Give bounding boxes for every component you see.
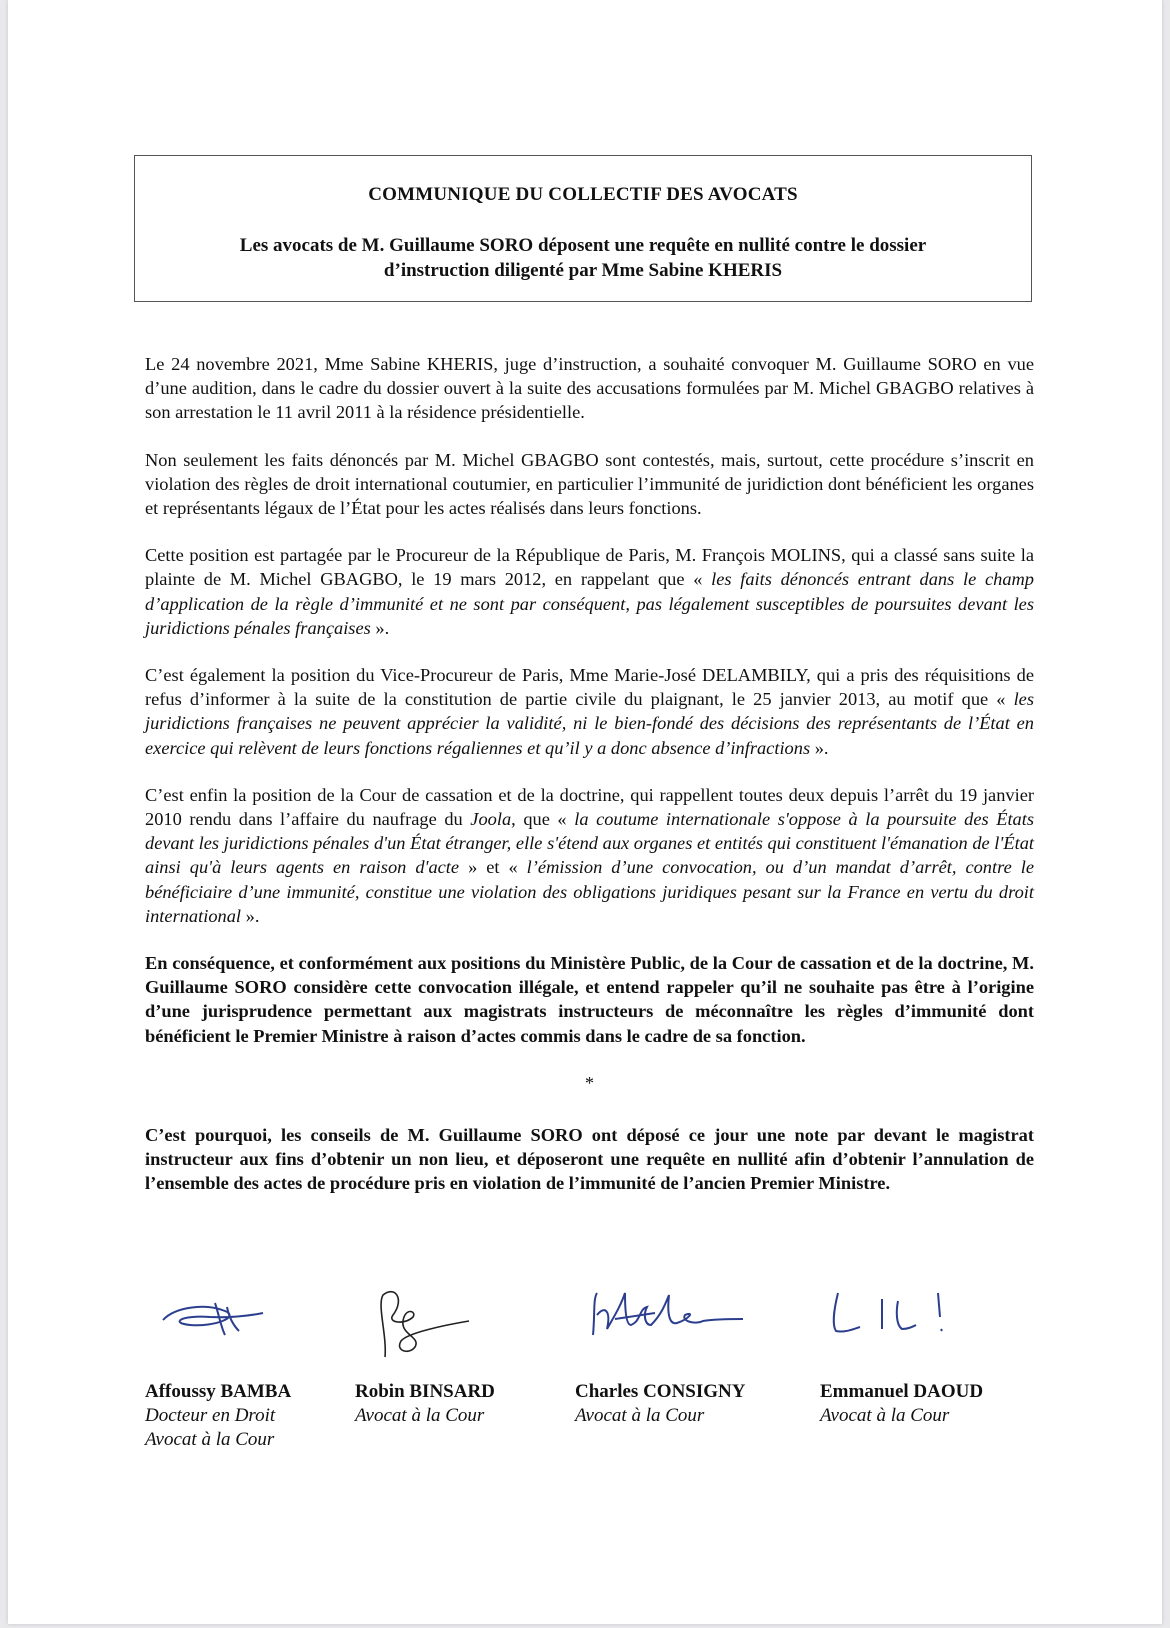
signatory-title: Avocat à la Cour xyxy=(575,1405,705,1426)
document-subtitle xyxy=(195,233,971,283)
p4-quote: les juridictions françaises ne peuvent apprécier la validité, ni le bien-fondé des décisions des représentants de l’État en exercice qui relèvent de leurs fonctions régaliennes et qu’il y a donc absence d’infractions xyxy=(145,689,1034,758)
paragraph-6: En conséquence, et conformément aux positions du Ministère Public, de la Cour de cassation et de la doctrine, M. Guillaume SORO considère cette convocation illégale, et entend rappeler qu’il ne souhaite pas être à l’origine d’une jurisprudence permettant aux magistrats instructeurs de méconnaître les règles d’immunité dont bénéficient le Premier Ministre à raison d’actes commis dans le cadre de sa fonction. xyxy=(145,953,1034,1046)
paragraph-1: Le 24 novembre 2021, Mme Sabine KHERIS, juge d’instruction, a souhaité convoquer M. Guillaume SORO en vue d’une audition, dans le cadre du dossier ouvert à la suite des accusations formulées par M. Michel GBAGBO relatives à son arrestation le 11 avril 2011 à la résidence présidentielle. xyxy=(145,354,1034,423)
paragraph-4 xyxy=(145,663,1034,760)
p3-quote: les faits dénoncés entrant dans le champ d’application de la règle d’immunité et ne sont par conséquent, pas légalement susceptibles de poursuites devant les juridictions pénales françaises xyxy=(145,569,1034,638)
paragraph-7: C’est pourquoi, les conseils de M. Guillaume SORO ont déposé ce jour une note par devant le magistrat instructeur aux fins d’obtenir un non lieu, et déposeront une requête en nullité afin d’obtenir l’annulation de l’ensemble des actes de procédure pris en violation de l’immunité de l’ancien Premier Ministre. xyxy=(145,1125,1034,1194)
signatory-title: Avocat à la Cour xyxy=(145,1429,275,1450)
signatory-daoud xyxy=(820,1380,983,1428)
signatory-consigny xyxy=(575,1380,745,1428)
paragraph-5 xyxy=(145,783,1034,928)
signature-consigny xyxy=(585,1285,745,1345)
signature-daoud xyxy=(828,1285,958,1340)
p4-text-b: ». xyxy=(810,737,829,758)
document-page xyxy=(8,0,1162,1624)
paragraph-3 xyxy=(145,543,1034,640)
p4-text-a: C’est également la position du Vice-Procureur de Paris, Mme Marie-José DELAMBILY, qui a pris des réquisitions de refus d’informer à la suite de la constitution de partie civile du plaignant, le 25 janvier 2013, au motif que « xyxy=(145,665,1034,710)
p5-text-d: ». xyxy=(241,905,260,926)
p3-text-b: ». xyxy=(370,617,390,638)
signature-binsard xyxy=(365,1285,475,1360)
signatory-binsard xyxy=(355,1380,495,1428)
signatory-title: Avocat à la Cour xyxy=(820,1405,950,1426)
paragraph-2: Non seulement les faits dénoncés par M. Michel GBAGBO sont contestés, mais, surtout, cette procédure s’inscrit en violation des règles de droit international coutumier, en particulier l’immunité de juridiction dont bénéficient les organes et représentants légaux de l’État pour les actes réalisés dans leurs fonctions. xyxy=(145,449,1034,519)
document-title: COMMUNIQUE DU COLLECTIF DES AVOCATS xyxy=(368,184,798,205)
signatory-name: Charles CONSIGNY xyxy=(575,1381,746,1402)
signatory-name: Emmanuel DAOUD xyxy=(820,1381,984,1402)
signatory-title: Avocat à la Cour xyxy=(355,1405,485,1426)
signatory-bamba xyxy=(145,1380,291,1452)
p5-quote-1: la coutume internationale s'oppose à la poursuite des États devant les juridictions pénales d'un État étranger, elle s'étend aux organes et entités qui constituent l'émanation de l'État ainsi qu'à leurs agents en raison d'acte xyxy=(145,809,1035,878)
p5-text-b: , que « xyxy=(511,809,575,830)
separator-asterisk: * xyxy=(585,1072,594,1093)
signatory-name: Robin BINSARD xyxy=(355,1381,495,1402)
p5-joola: Joola xyxy=(470,809,512,830)
signatures-row xyxy=(145,1285,1045,1365)
subtitle-line-1: Les avocats de M. Guillaume SORO déposent une requête en nullité contre le dossier xyxy=(239,235,927,256)
document-body xyxy=(145,352,1034,1219)
signatory-name: Affoussy BAMBA xyxy=(145,1381,292,1402)
subtitle-line-2: d’instruction diligenté par Mme Sabine KHERIS xyxy=(383,260,783,281)
signatory-title: Docteur en Droit xyxy=(145,1405,276,1426)
p5-text-a: C’est enfin la position de la Cour de cassation et de la doctrine, qui rappellent toutes deux depuis l’arrêt du 19 janvier 2010 rendu dans l’affaire du naufrage du xyxy=(145,784,1034,830)
p3-text-a: Cette position est partagée par le Procureur de la République de Paris, M. François MOLINS, qui a classé sans suite la plainte de M. Michel GBAGBO, le 19 mars 2012, en rappelant que « xyxy=(145,545,1034,590)
header-box xyxy=(134,155,1032,302)
p5-quote-2: l’émission d’une convocation, ou d’un mandat d’arrêt, contre le bénéficiaire d’une immunité, constitue une violation des obligations juridiques pesant sur la France en vertu du droit international xyxy=(145,857,1034,926)
signature-bamba xyxy=(155,1285,265,1345)
p5-text-c: » et « xyxy=(459,857,527,878)
